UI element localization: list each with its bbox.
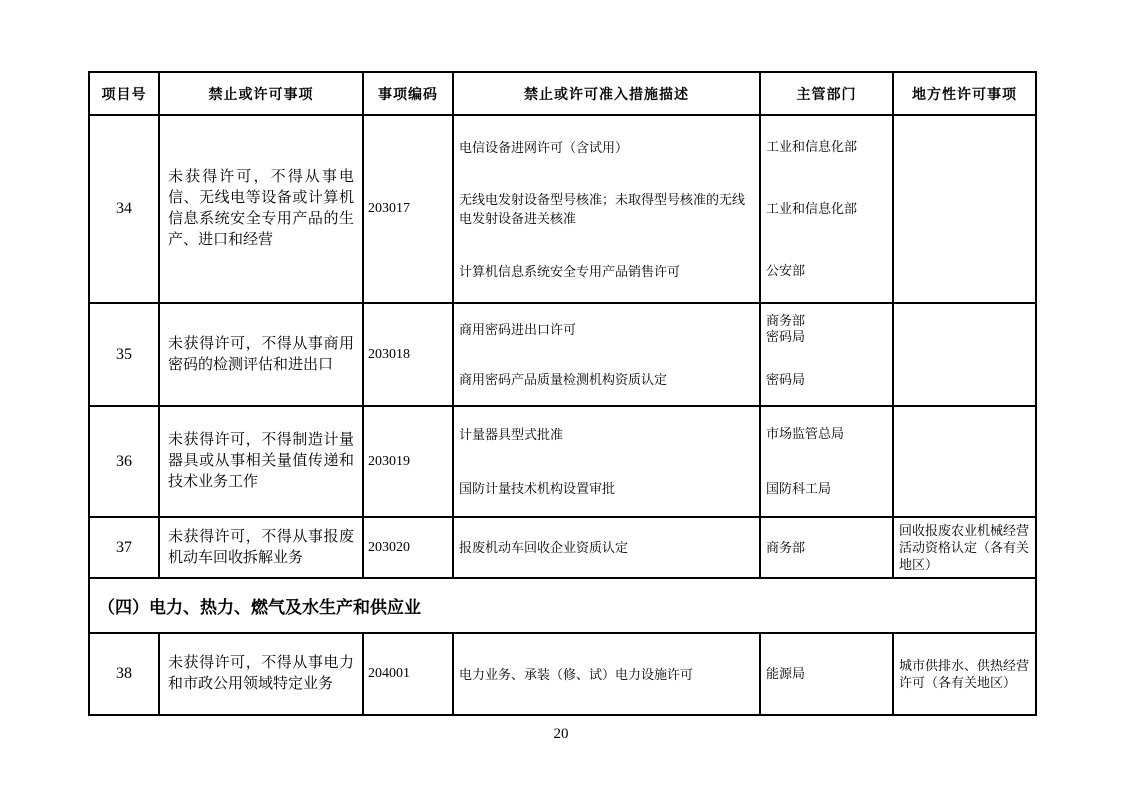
department-name: 市场监管总局 xyxy=(766,426,845,442)
department-name: 商务部 xyxy=(766,313,806,329)
permit-table xyxy=(88,71,1037,716)
item-no-cell: 35 xyxy=(90,304,160,405)
measures-cell xyxy=(454,304,761,405)
measures-cell xyxy=(454,518,761,577)
header-cell-item: 禁止或许可事项 xyxy=(160,73,364,114)
department-name: 能源局 xyxy=(766,666,806,681)
measure-text: 商用密码产品质量检测机构资质认定 xyxy=(459,372,668,388)
item-no-cell: 34 xyxy=(90,116,160,302)
item-no-cell: 37 xyxy=(90,518,160,577)
table-row xyxy=(90,634,1035,714)
header-cell-dept: 主管部门 xyxy=(761,73,894,114)
department-name: 国防科工局 xyxy=(766,480,832,496)
table-row xyxy=(90,407,1035,518)
item-no-cell: 36 xyxy=(90,407,160,516)
measures-cell xyxy=(454,116,761,302)
measures-cell xyxy=(454,634,761,714)
table-header-row xyxy=(90,73,1035,116)
table-row xyxy=(90,304,1035,407)
header-cell-measure: 禁止或许可准入措施描述 xyxy=(454,73,761,114)
measure-text: 电力业务、承装（修、试）电力设施许可 xyxy=(459,666,694,682)
item-code-cell: 203019 xyxy=(364,407,454,516)
local-permit-cell xyxy=(894,116,1035,302)
department-name: 工业和信息化部 xyxy=(766,201,858,216)
department-cell xyxy=(761,178,892,240)
section-row xyxy=(90,579,1035,634)
departments-cell xyxy=(761,518,894,577)
header-cell-no: 项目号 xyxy=(90,73,160,114)
measure-text: 国防计量技术机构设置审批 xyxy=(459,481,616,497)
departments-cell xyxy=(761,116,894,302)
department-cell xyxy=(761,116,892,178)
department-cell xyxy=(761,304,892,355)
local-permit-cell: 城市供排水、供热经营许可（各有关地区） xyxy=(899,658,1030,690)
department-name: 商务部 xyxy=(766,539,806,555)
department-cell xyxy=(761,240,892,302)
local-permit-cell xyxy=(894,407,1035,516)
local-permit-cell: 回收报废农业机械经营活动资格认定（各有关地区） xyxy=(899,523,1030,572)
item-code-cell: 203020 xyxy=(364,518,454,577)
department-cell xyxy=(761,518,892,577)
table-row xyxy=(90,116,1035,304)
measure-text: 报废机动车回收企业资质认定 xyxy=(459,540,629,555)
measure-text: 商用密码进出口许可 xyxy=(459,321,577,337)
header-cell-local: 地方性许可事项 xyxy=(912,87,1017,103)
department-cell xyxy=(761,462,892,517)
item-no-cell: 38 xyxy=(90,634,160,714)
section-title: （四）电力、热力、燃气及水生产和供应业 xyxy=(98,598,421,617)
item-desc-cell: 未获得许可，不得制造计量器具或从事相关量值传递和技术业务工作 xyxy=(160,407,364,516)
item-desc-cell: 未获得许可，不得从事报废机动车回收拆解业务 xyxy=(160,518,364,577)
department-name: 密码局 xyxy=(766,329,806,345)
measure-text: 计量器具型式批准 xyxy=(459,426,564,442)
page-number: 20 xyxy=(553,726,569,742)
department-cell xyxy=(761,634,892,714)
item-desc-cell: 未获得许可，不得从事电力和市政公用领域特定业务 xyxy=(160,634,364,714)
department-name: 密码局 xyxy=(766,371,806,387)
item-code-cell: 204001 xyxy=(364,634,454,714)
measure-text: 计算机信息系统安全专用产品销售许可 xyxy=(459,263,681,279)
department-name: 工业和信息化部 xyxy=(766,139,858,154)
local-permit-cell xyxy=(894,304,1035,405)
measure-text: 无线电发射设备型号核准；未取得型号核准的无线电发射设备进关核准 xyxy=(459,192,746,226)
table-row xyxy=(90,518,1035,579)
department-cell xyxy=(761,407,892,462)
item-code-cell: 203018 xyxy=(364,304,454,405)
departments-cell xyxy=(761,634,894,714)
departments-cell xyxy=(761,304,894,405)
measure-text: 电信设备进网许可（含试用） xyxy=(459,139,629,155)
department-name: 公安部 xyxy=(766,263,806,278)
item-desc-cell: 未获得许可，不得从事电信、无线电等设备或计算机信息系统安全专用产品的生产、进口和经营 xyxy=(160,116,364,302)
measures-cell xyxy=(454,407,761,516)
item-desc-cell: 未获得许可，不得从事商用密码的检测评估和进出口 xyxy=(160,304,364,405)
item-code-cell: 203017 xyxy=(364,116,454,302)
department-cell xyxy=(761,355,892,406)
departments-cell xyxy=(761,407,894,516)
header-cell-code: 事项编码 xyxy=(364,73,454,114)
